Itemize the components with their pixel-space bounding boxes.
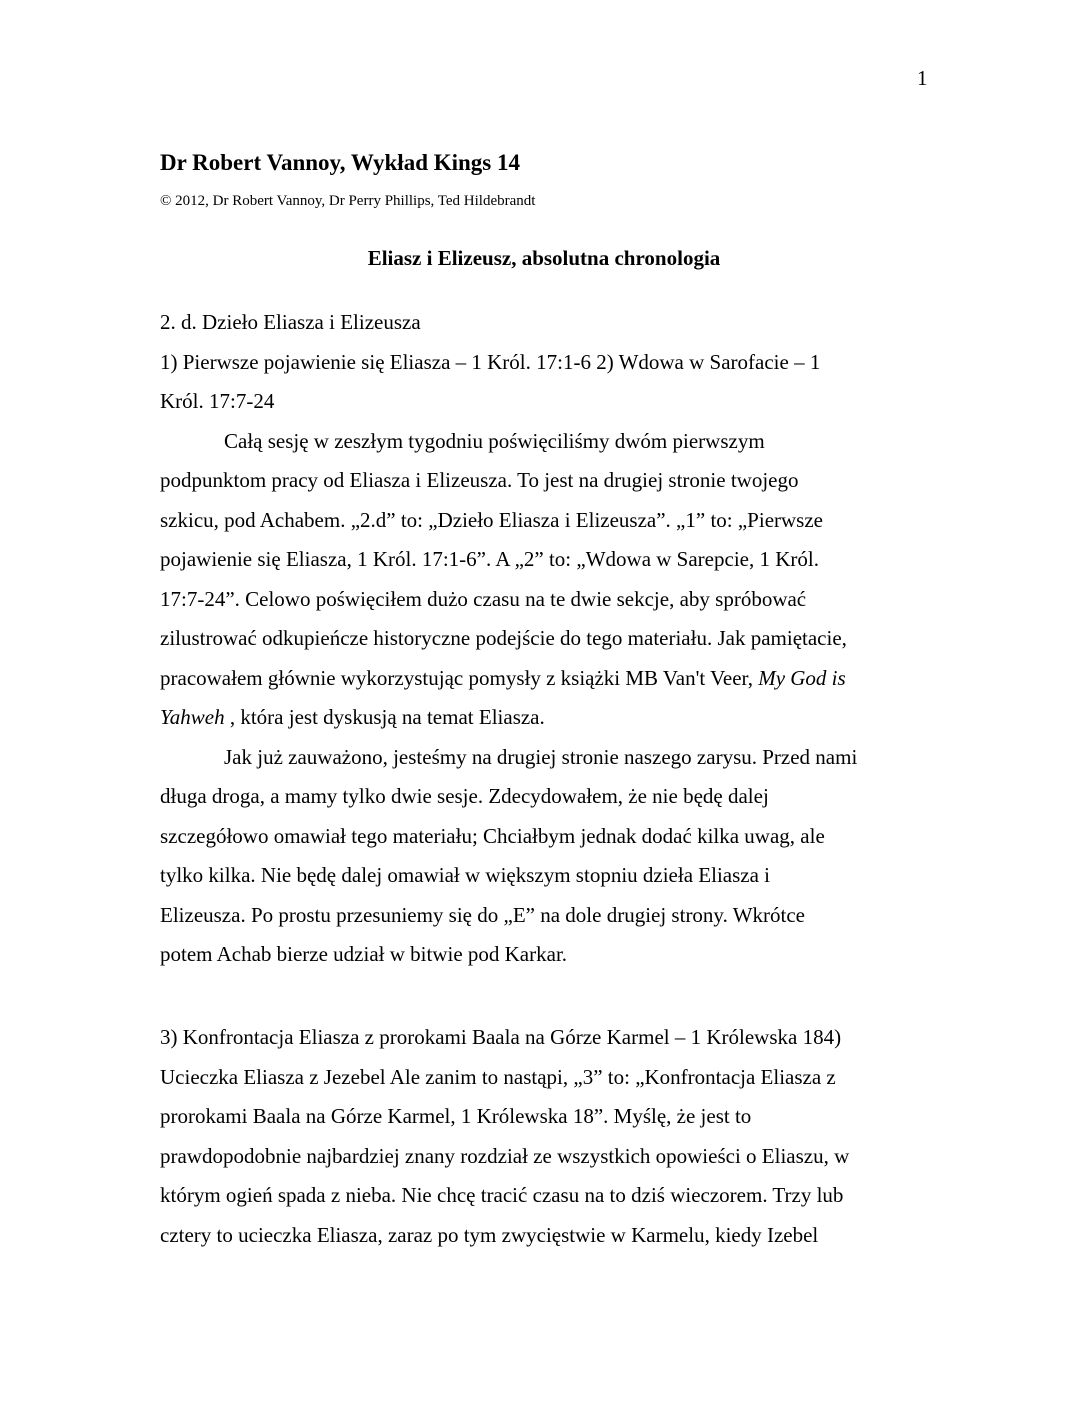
paragraph-line: tylko kilka. Nie będę dalej omawiał w większym stopniu dzieła Eliasza i — [160, 863, 770, 887]
paragraph-line: prorokami Baala na Górze Karmel, 1 Królewska 18”. Myślę, że jest to — [160, 1104, 752, 1128]
paragraph-line: zilustrować odkupieńcze historyczne podejście do tego materiału. Jak pamiętacie, — [160, 626, 847, 650]
paragraph-line: Ucieczka Eliasza z Jezebel Ale zanim to nastąpi, „3” to: „Konfrontacja Eliasza z — [160, 1064, 836, 1089]
book-title-italic: My God is — [758, 665, 846, 690]
book-title-italic: Yahweh — [160, 705, 225, 729]
paragraph-line: 17:7-24”. Celowo poświęciłem dużo czasu na te dwie sekcje, aby spróbować — [160, 586, 807, 611]
paragraph-text: , która jest dyskusją na temat Eliasza. — [224, 705, 545, 729]
paragraph-line: podpunktom pracy od Eliasza i Elizeusza. To jest na drugiej stronie twojego — [160, 468, 799, 492]
outline-heading: 2. d. Dzieło Eliasza i Elizeusza — [160, 310, 421, 334]
paragraph-line: Jak już zauważono, jesteśmy na drugiej stronie naszego zarysu. Przed nami — [224, 744, 858, 769]
paragraph-line: Całą sesję w zeszłym tygodniu poświęciliśmy dwóm pierwszym — [224, 428, 765, 453]
paragraph-line: prawdopodobnie najbardziej znany rozdział ze wszystkich opowieści o Eliaszu, w — [160, 1143, 850, 1168]
paragraph-line: szczegółowo omawiał tego materiału; Chciałbym jednak dodać kilka uwag, ale — [160, 823, 825, 848]
outline-item-line: 1) Pierwsze pojawienie się Eliasza – 1 Król. 17:1-6 2) Wdowa w Sarofacie – 1 — [160, 349, 821, 374]
paragraph-line: Elizeusza. Po prostu przesuniemy się do „E” na dole drugiej strony. Wkrótce — [160, 902, 805, 927]
paragraph-line: potem Achab bierze udział w bitwie pod Karkar. — [160, 942, 568, 966]
copyright-notice: © 2012, Dr Robert Vannoy, Dr Perry Phillips, Ted Hildebrandt — [160, 193, 536, 209]
document-title: Dr Robert Vannoy, Wykład Kings 14 — [160, 150, 521, 175]
paragraph-line — [160, 659, 857, 699]
paragraph-line — [160, 698, 857, 738]
paragraph-text: pracowałem głównie wykorzystując pomysły z książki MB Van't Veer, — [160, 665, 759, 690]
body-section-a — [160, 303, 857, 975]
outline-item-line: Król. 17:7-24 — [160, 389, 275, 413]
paragraph-line: długa droga, a mamy tylko dwie sesje. Zdecydowałem, że nie będę dalej — [160, 784, 769, 808]
page-number: 1 — [917, 66, 928, 90]
paragraph-line: cztery to ucieczka Eliasza, zaraz po tym zwycięstwie w Karmelu, kiedy Izebel — [160, 1222, 819, 1247]
section-subtitle: Eliasz i Elizeusz, absolutna chronologia — [367, 246, 721, 270]
paragraph-line: szkicu, pod Achabem. „2.d” to: „Dzieło Eliasza i Elizeusza”. „1” to: „Pierwsze — [160, 507, 823, 532]
paragraph-line: którym ogień spada z nieba. Nie chcę tracić czasu na to dziś wieczorem. Trzy lub — [160, 1183, 844, 1207]
paragraph-line: 3) Konfrontacja Eliasza z prorokami Baala na Górze Karmel – 1 Królewska 184) — [160, 1025, 842, 1049]
paragraph-line: pojawienie się Eliasza, 1 Król. 17:1-6”. A „2” to: „Wdowa w Sarepcie, 1 Król. — [160, 547, 819, 571]
body-section-b — [160, 1018, 849, 1255]
